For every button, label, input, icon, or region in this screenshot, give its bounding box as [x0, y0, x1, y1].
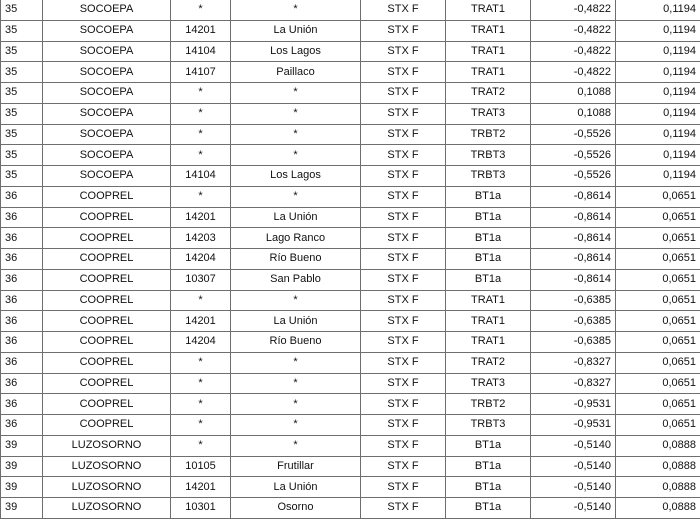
company-name-cell: COOPREL	[43, 269, 171, 290]
value-b-cell: 0,1194	[616, 124, 700, 145]
system-cell: STX F	[361, 477, 446, 498]
table-row	[1, 373, 700, 394]
company-code-cell: 36	[1, 249, 43, 270]
company-code-cell: 35	[1, 83, 43, 104]
table-row	[1, 103, 700, 124]
value-a-cell: -0,5526	[531, 166, 616, 187]
commune-name-cell: *	[231, 394, 361, 415]
value-a-cell: -0,5140	[531, 498, 616, 519]
company-name-cell: SOCOEPA	[43, 41, 171, 62]
table-row	[1, 415, 700, 436]
tariff-cell: TRBT3	[446, 166, 531, 187]
commune-name-cell: Río Bueno	[231, 332, 361, 353]
system-cell: STX F	[361, 249, 446, 270]
company-code-cell: 36	[1, 332, 43, 353]
company-code-cell: 35	[1, 62, 43, 83]
value-a-cell: -0,6385	[531, 290, 616, 311]
value-b-cell: 0,0651	[616, 249, 700, 270]
commune-name-cell: *	[231, 145, 361, 166]
commune-code-cell: *	[171, 145, 231, 166]
company-name-cell: LUZOSORNO	[43, 498, 171, 519]
value-a-cell: -0,4822	[531, 20, 616, 41]
tariff-cell: BT1a	[446, 435, 531, 456]
company-name-cell: SOCOEPA	[43, 83, 171, 104]
company-name-cell: SOCOEPA	[43, 145, 171, 166]
company-code-cell: 36	[1, 394, 43, 415]
system-cell: STX F	[361, 456, 446, 477]
system-cell: STX F	[361, 498, 446, 519]
commune-name-cell: La Unión	[231, 207, 361, 228]
company-code-cell: 36	[1, 373, 43, 394]
commune-code-cell: *	[171, 435, 231, 456]
commune-code-cell: 14203	[171, 228, 231, 249]
commune-code-cell: *	[171, 352, 231, 373]
table-row	[1, 311, 700, 332]
commune-name-cell: *	[231, 352, 361, 373]
value-b-cell: 0,0888	[616, 456, 700, 477]
table-row	[1, 332, 700, 353]
commune-name-cell: Paillaco	[231, 62, 361, 83]
value-b-cell: 0,1194	[616, 62, 700, 83]
value-a-cell: -0,5526	[531, 124, 616, 145]
company-name-cell: COOPREL	[43, 186, 171, 207]
system-cell: STX F	[361, 20, 446, 41]
company-code-cell: 36	[1, 186, 43, 207]
company-code-cell: 35	[1, 103, 43, 124]
tariff-cell: BT1a	[446, 477, 531, 498]
system-cell: STX F	[361, 415, 446, 436]
commune-code-cell: 14104	[171, 41, 231, 62]
tariff-cell: TRAT3	[446, 373, 531, 394]
company-name-cell: COOPREL	[43, 415, 171, 436]
tariff-cell: TRAT2	[446, 352, 531, 373]
table-row	[1, 41, 700, 62]
company-name-cell: SOCOEPA	[43, 124, 171, 145]
value-a-cell: -0,6385	[531, 332, 616, 353]
value-b-cell: 0,0651	[616, 415, 700, 436]
company-code-cell: 35	[1, 0, 43, 20]
value-b-cell: 0,0888	[616, 498, 700, 519]
value-b-cell: 0,1194	[616, 83, 700, 104]
value-a-cell: -0,9531	[531, 394, 616, 415]
commune-name-cell: La Unión	[231, 311, 361, 332]
value-b-cell: 0,0651	[616, 207, 700, 228]
company-code-cell: 36	[1, 228, 43, 249]
company-name-cell: LUZOSORNO	[43, 477, 171, 498]
value-b-cell: 0,0651	[616, 373, 700, 394]
table-body	[1, 0, 700, 518]
company-name-cell: COOPREL	[43, 228, 171, 249]
company-name-cell: SOCOEPA	[43, 62, 171, 83]
system-cell: STX F	[361, 145, 446, 166]
commune-name-cell: Río Bueno	[231, 249, 361, 270]
value-b-cell: 0,0651	[616, 311, 700, 332]
commune-code-cell: *	[171, 124, 231, 145]
tariff-cell: TRAT1	[446, 20, 531, 41]
value-b-cell: 0,0651	[616, 394, 700, 415]
value-a-cell: -0,5140	[531, 435, 616, 456]
commune-code-cell: 14104	[171, 166, 231, 187]
system-cell: STX F	[361, 311, 446, 332]
value-b-cell: 0,0651	[616, 228, 700, 249]
value-b-cell: 0,0651	[616, 290, 700, 311]
tariff-cell: TRAT1	[446, 62, 531, 83]
value-a-cell: 0,1088	[531, 103, 616, 124]
table-row	[1, 166, 700, 187]
table-row	[1, 269, 700, 290]
table-row	[1, 124, 700, 145]
system-cell: STX F	[361, 62, 446, 83]
company-name-cell: COOPREL	[43, 352, 171, 373]
value-a-cell: -0,4822	[531, 62, 616, 83]
value-a-cell: -0,5526	[531, 145, 616, 166]
value-b-cell: 0,1194	[616, 0, 700, 20]
system-cell: STX F	[361, 124, 446, 145]
company-name-cell: COOPREL	[43, 249, 171, 270]
tariff-cell: TRBT2	[446, 394, 531, 415]
table-row	[1, 20, 700, 41]
value-b-cell: 0,1194	[616, 166, 700, 187]
value-a-cell: -0,5140	[531, 477, 616, 498]
system-cell: STX F	[361, 83, 446, 104]
commune-code-cell: *	[171, 0, 231, 20]
table-row	[1, 477, 700, 498]
commune-name-cell: *	[231, 103, 361, 124]
commune-code-cell: 14201	[171, 20, 231, 41]
tariff-cell: BT1a	[446, 228, 531, 249]
commune-name-cell: Los Lagos	[231, 41, 361, 62]
company-code-cell: 36	[1, 352, 43, 373]
company-name-cell: SOCOEPA	[43, 0, 171, 20]
value-b-cell: 0,0651	[616, 269, 700, 290]
commune-code-cell: 14201	[171, 477, 231, 498]
value-a-cell: -0,6385	[531, 311, 616, 332]
value-a-cell: -0,8327	[531, 373, 616, 394]
system-cell: STX F	[361, 290, 446, 311]
company-code-cell: 39	[1, 456, 43, 477]
tariff-cell: BT1a	[446, 269, 531, 290]
tariff-cell: TRBT3	[446, 415, 531, 436]
company-name-cell: SOCOEPA	[43, 103, 171, 124]
company-name-cell: LUZOSORNO	[43, 456, 171, 477]
company-code-cell: 35	[1, 20, 43, 41]
table-row	[1, 456, 700, 477]
value-a-cell: -0,8327	[531, 352, 616, 373]
value-b-cell: 0,0888	[616, 435, 700, 456]
commune-code-cell: *	[171, 394, 231, 415]
commune-code-cell: 14201	[171, 311, 231, 332]
system-cell: STX F	[361, 186, 446, 207]
system-cell: STX F	[361, 0, 446, 20]
tariff-cell: BT1a	[446, 186, 531, 207]
system-cell: STX F	[361, 352, 446, 373]
table-row	[1, 498, 700, 519]
commune-name-cell: Los Lagos	[231, 166, 361, 187]
table-row	[1, 435, 700, 456]
company-code-cell: 39	[1, 498, 43, 519]
value-a-cell: -0,5140	[531, 456, 616, 477]
commune-name-cell: *	[231, 83, 361, 104]
value-a-cell: -0,8614	[531, 269, 616, 290]
commune-name-cell: *	[231, 373, 361, 394]
table-row	[1, 0, 700, 20]
company-code-cell: 35	[1, 41, 43, 62]
company-name-cell: COOPREL	[43, 311, 171, 332]
table-row	[1, 186, 700, 207]
value-b-cell: 0,0651	[616, 332, 700, 353]
value-a-cell: -0,8614	[531, 249, 616, 270]
tariff-cell: TRAT1	[446, 332, 531, 353]
tariff-cell: TRBT2	[446, 124, 531, 145]
table-row	[1, 394, 700, 415]
commune-code-cell: 10301	[171, 498, 231, 519]
system-cell: STX F	[361, 166, 446, 187]
company-name-cell: COOPREL	[43, 394, 171, 415]
commune-code-cell: *	[171, 290, 231, 311]
commune-code-cell: *	[171, 186, 231, 207]
value-b-cell: 0,0888	[616, 477, 700, 498]
company-name-cell: COOPREL	[43, 373, 171, 394]
tariff-cell: TRAT1	[446, 41, 531, 62]
commune-name-cell: *	[231, 290, 361, 311]
tariff-cell: BT1a	[446, 207, 531, 228]
system-cell: STX F	[361, 207, 446, 228]
company-code-cell: 36	[1, 290, 43, 311]
system-cell: STX F	[361, 332, 446, 353]
tariff-cell: TRAT1	[446, 290, 531, 311]
commune-name-cell: La Unión	[231, 20, 361, 41]
commune-name-cell: *	[231, 0, 361, 20]
commune-name-cell: *	[231, 124, 361, 145]
tariff-cell: TRBT3	[446, 145, 531, 166]
company-name-cell: LUZOSORNO	[43, 435, 171, 456]
commune-code-cell: 14204	[171, 332, 231, 353]
company-name-cell: SOCOEPA	[43, 20, 171, 41]
table-row	[1, 207, 700, 228]
commune-name-cell: La Unión	[231, 477, 361, 498]
value-a-cell: -0,9531	[531, 415, 616, 436]
tariff-cell: TRAT3	[446, 103, 531, 124]
company-code-cell: 39	[1, 477, 43, 498]
company-name-cell: SOCOEPA	[43, 166, 171, 187]
tariff-cell: TRAT1	[446, 0, 531, 20]
table-row	[1, 352, 700, 373]
company-code-cell: 35	[1, 124, 43, 145]
system-cell: STX F	[361, 435, 446, 456]
commune-name-cell: San Pablo	[231, 269, 361, 290]
value-a-cell: 0,1088	[531, 83, 616, 104]
table-row	[1, 249, 700, 270]
value-b-cell: 0,1194	[616, 41, 700, 62]
value-b-cell: 0,1194	[616, 103, 700, 124]
value-a-cell: -0,4822	[531, 0, 616, 20]
commune-code-cell: *	[171, 83, 231, 104]
commune-code-cell: 14204	[171, 249, 231, 270]
company-code-cell: 36	[1, 207, 43, 228]
commune-code-cell: 14107	[171, 62, 231, 83]
table-row	[1, 62, 700, 83]
system-cell: STX F	[361, 41, 446, 62]
system-cell: STX F	[361, 394, 446, 415]
system-cell: STX F	[361, 269, 446, 290]
commune-name-cell: *	[231, 435, 361, 456]
commune-name-cell: *	[231, 186, 361, 207]
value-a-cell: -0,8614	[531, 186, 616, 207]
table-row	[1, 228, 700, 249]
tariff-cell: TRAT1	[446, 311, 531, 332]
tariff-cell: TRAT2	[446, 83, 531, 104]
company-name-cell: COOPREL	[43, 207, 171, 228]
value-b-cell: 0,1194	[616, 145, 700, 166]
commune-code-cell: 14201	[171, 207, 231, 228]
system-cell: STX F	[361, 228, 446, 249]
value-a-cell: -0,4822	[531, 41, 616, 62]
table-row	[1, 290, 700, 311]
value-b-cell: 0,0651	[616, 352, 700, 373]
commune-code-cell: *	[171, 373, 231, 394]
commune-code-cell: *	[171, 415, 231, 436]
table-row	[1, 145, 700, 166]
tariff-cell: BT1a	[446, 456, 531, 477]
commune-name-cell: *	[231, 415, 361, 436]
system-cell: STX F	[361, 103, 446, 124]
commune-code-cell: *	[171, 103, 231, 124]
value-a-cell: -0,8614	[531, 228, 616, 249]
tariff-cell: BT1a	[446, 249, 531, 270]
company-code-cell: 36	[1, 269, 43, 290]
commune-name-cell: Osorno	[231, 498, 361, 519]
value-b-cell: 0,0651	[616, 186, 700, 207]
company-code-cell: 35	[1, 166, 43, 187]
company-code-cell: 36	[1, 415, 43, 436]
company-name-cell: COOPREL	[43, 290, 171, 311]
system-cell: STX F	[361, 373, 446, 394]
company-name-cell: COOPREL	[43, 332, 171, 353]
commune-name-cell: Frutillar	[231, 456, 361, 477]
commune-name-cell: Lago Ranco	[231, 228, 361, 249]
tariff-cell: BT1a	[446, 498, 531, 519]
company-code-cell: 39	[1, 435, 43, 456]
commune-code-cell: 10105	[171, 456, 231, 477]
value-b-cell: 0,1194	[616, 20, 700, 41]
value-a-cell: -0,8614	[531, 207, 616, 228]
company-code-cell: 35	[1, 145, 43, 166]
commune-code-cell: 10307	[171, 269, 231, 290]
company-code-cell: 36	[1, 311, 43, 332]
table-row	[1, 83, 700, 104]
